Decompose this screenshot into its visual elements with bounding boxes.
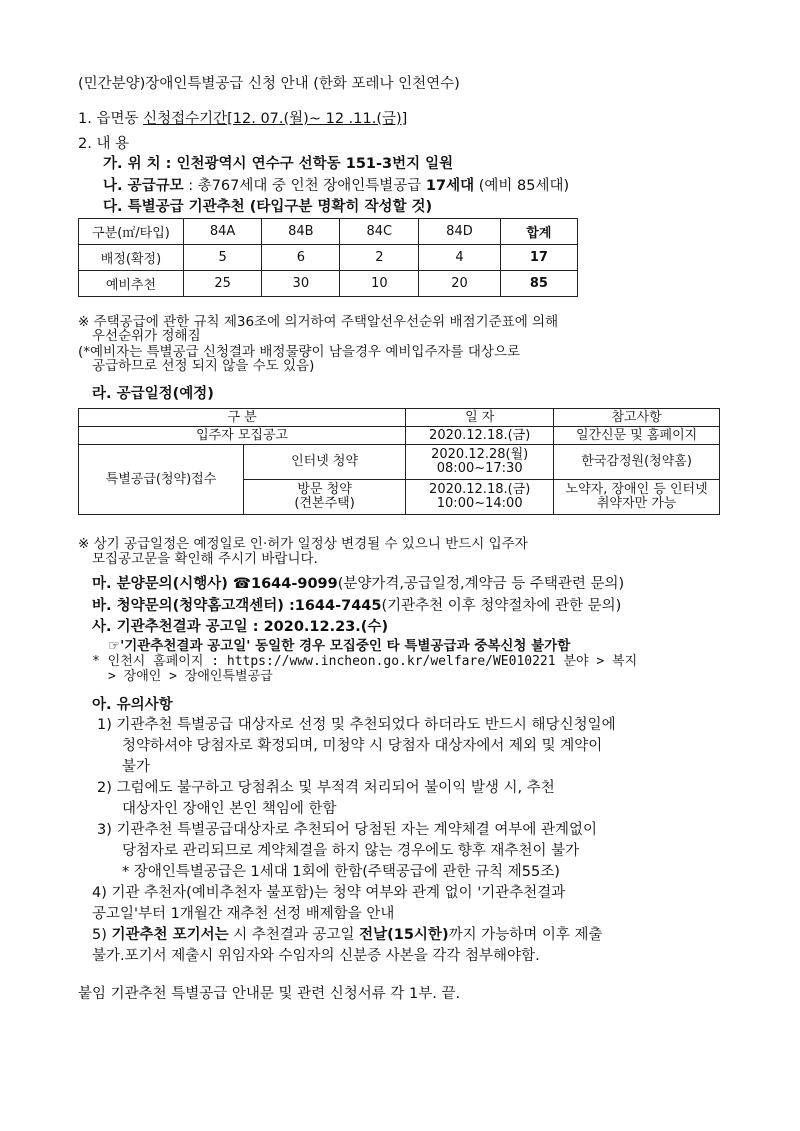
item-ba	[92, 597, 621, 615]
table-cell: 5	[184, 245, 262, 271]
item-na	[103, 177, 569, 195]
document-title: (민간분양)장애인특별공급 신청 안내 (한화 포레나 인천연수)	[78, 76, 460, 92]
site-link[interactable]: * 인천시 홈페이지 : https://www.incheon.go.kr/welfare/WE010221 분야 > 복지	[92, 654, 638, 669]
table-cell: 30	[262, 271, 340, 297]
table-row	[79, 445, 720, 480]
note-3: ※ 상기 공급일정은 예정일로 인·허가 일정상 변경될 수 있으니 반드시 입주자	[78, 536, 528, 552]
notes-1a: 1) 기관추천 특별공급 대상자로 선정 및 추천되었다 하더라도 반드시 해당신청일에	[97, 717, 616, 733]
item-a-label: 아. 유의사항	[92, 697, 173, 713]
item-sa-note: ☞'기관추천결과 공고일' 동일한 경우 모집중인 타 특별공급과 중복신청 불가함	[108, 638, 571, 654]
table-cell: 입주자 모집공고	[79, 427, 406, 445]
notes-5-mid: 시 추천결과 공고일	[228, 927, 360, 943]
note-2-cont: 공급하므로 선정 되지 않을 수도 있음)	[92, 358, 315, 374]
table-header: 84A	[184, 219, 262, 245]
table-cell: 85	[500, 271, 577, 297]
item-da: 다. 특별공급 기관추천 (타입구분 명확히 작성할 것)	[103, 199, 433, 215]
item-na-bold: 17세대	[425, 178, 475, 194]
notes-2a: 2) 그럼에도 불구하고 당첨취소 및 부적격 처리되어 불이익 발생 시, 추천	[97, 780, 555, 796]
table-cell: 20	[419, 271, 501, 297]
notes-5-bold: 기관추천 포기서는	[111, 927, 229, 943]
schedule-table	[78, 408, 720, 515]
method-line: 방문 청약	[297, 482, 352, 497]
notes-5a	[92, 926, 602, 944]
table-cell	[554, 480, 720, 515]
time-line: 10:00~14:00	[436, 496, 523, 511]
notes-5-bold2: 전날(15시한)	[359, 927, 449, 943]
table-header: 일 자	[406, 409, 554, 427]
table-cell: 10	[340, 271, 419, 297]
item-ba-text: (기관추천 이후 청약절차에 관한 문의)	[381, 598, 622, 614]
notes-2b: 대상자인 장애인 본인 책임에 한함	[122, 801, 337, 817]
note-3-cont: 모집공고문을 확인해 주시기 바랍니다.	[92, 551, 318, 567]
table-header: 합계	[500, 219, 577, 245]
item-1-prefix: 1. 읍면동	[78, 111, 144, 127]
table-cell	[406, 445, 554, 480]
table-cell: 예비추천	[79, 271, 184, 297]
table-row	[79, 271, 578, 297]
item-na-label: 나. 공급규모	[103, 178, 184, 194]
table-row	[79, 427, 720, 445]
item-1-label: 신청접수기간	[143, 111, 228, 127]
item-2-label: 2. 내 용	[78, 136, 130, 152]
notes-3a: 3) 기관추천 특별공급대상자로 추천되어 당첨된 자는 계약체결 여부에 관계없이	[97, 822, 597, 838]
item-ba-label: 바. 청약문의(청약홈고객센터) :1644-7445	[92, 598, 382, 614]
item-na-text-b: (예비 85세대)	[474, 178, 570, 194]
notes-4a: 4) 기관 추천자(예비추천자 불포함)는 청약 여부와 관계 없이 '기관추천결과	[92, 885, 566, 901]
date-line: 2020.12.28(월)	[431, 447, 529, 462]
note-1: ※ 주택공급에 관한 규칙 제36조에 의거하여 주택알선우선순위 배점기준표에 의해	[78, 314, 559, 330]
time-line: 08:00~17:30	[436, 461, 523, 476]
notes-5-rest: 까지 가능하며 이후 제출	[448, 927, 603, 943]
notes-4b: 공고일'부터 1개월간 재추천 선정 배제함을 안내	[92, 906, 395, 922]
table-cell: 특별공급(청약)접수	[79, 445, 244, 515]
item-1	[78, 110, 407, 128]
item-na-text-a: : 총767세대 중 인천 장애인특별공급	[183, 178, 426, 194]
table-cell: 한국감정원(청약홈)	[554, 445, 720, 480]
site-link-cont: > 장애인 > 장애인특별공급	[108, 669, 273, 684]
table-cell	[406, 480, 554, 515]
table-cell: 배정(확정)	[79, 245, 184, 271]
supply-table	[78, 218, 578, 297]
item-ra: 라. 공급일정(예정)	[92, 386, 214, 402]
item-sa: 사. 기관추천결과 공고일 : 2020.12.23.(수)	[92, 619, 389, 635]
notes-3c: * 장애인특별공급은 1세대 1회에 한함(주택공급에 관한 규칙 제55조)	[122, 864, 560, 880]
note-line: 노약자, 장애인 등 인터넷	[565, 482, 708, 497]
table-row	[79, 245, 578, 271]
table-header: 84C	[340, 219, 419, 245]
notes-5-num: 5)	[92, 927, 112, 943]
table-cell: 6	[262, 245, 340, 271]
item-ma-label: 마. 분양문의(시행사) ☎1644-9099	[92, 576, 338, 592]
table-cell: 일간신문 및 홈페이지	[554, 427, 720, 445]
note-2: (*예비자는 특별공급 신청결과 배정물량이 남을경우 예비입주자를 대상으로	[78, 344, 521, 360]
note-line: 취약자만 가능	[596, 496, 677, 511]
table-cell: 4	[419, 245, 501, 271]
table-cell: 2020.12.18.(금)	[406, 427, 554, 445]
item-ma	[92, 575, 624, 593]
notes-5b: 불가.포기서 제출시 위임자와 수임자의 신분증 사본을 각각 첨부해야함.	[92, 948, 540, 964]
table-cell: 2	[340, 245, 419, 271]
table-cell: 25	[184, 271, 262, 297]
method-line: (견본주택)	[294, 496, 355, 511]
item-1-period: [12. 07.(월)~ 12 .11.(금)]	[227, 111, 408, 127]
table-header: 참고사항	[554, 409, 720, 427]
notes-3b: 당첨자로 관리되므로 계약체결을 하지 않는 경우에도 향후 재추천이 불가	[122, 843, 580, 859]
table-header: 구분(㎡/타입)	[79, 219, 184, 245]
table-cell	[244, 480, 406, 515]
table-header-row	[79, 409, 720, 427]
table-header: 구 분	[79, 409, 406, 427]
date-line: 2020.12.18.(금)	[429, 482, 531, 497]
item-ga: 가. 위 치 : 인천광역시 연수구 선학동 151-3번지 일원	[103, 156, 454, 172]
note-1-cont: 우선순위가 정해짐	[92, 328, 201, 344]
table-header: 84B	[262, 219, 340, 245]
table-cell: 인터넷 청약	[244, 445, 406, 480]
table-header: 84D	[419, 219, 501, 245]
footer-attachment: 붙임 기관추천 특별공급 안내문 및 관련 신청서류 각 1부. 끝.	[78, 986, 461, 1002]
notes-1c: 불가	[122, 759, 151, 775]
table-header-row	[79, 219, 578, 245]
table-cell: 17	[500, 245, 577, 271]
notes-1b: 청약하셔야 당첨자로 확정되며, 미청약 시 당첨자 대상자에서 제외 및 계약이	[122, 738, 603, 754]
item-ma-text: (분양가격,공급일정,계약금 등 주택관련 문의)	[337, 576, 625, 592]
